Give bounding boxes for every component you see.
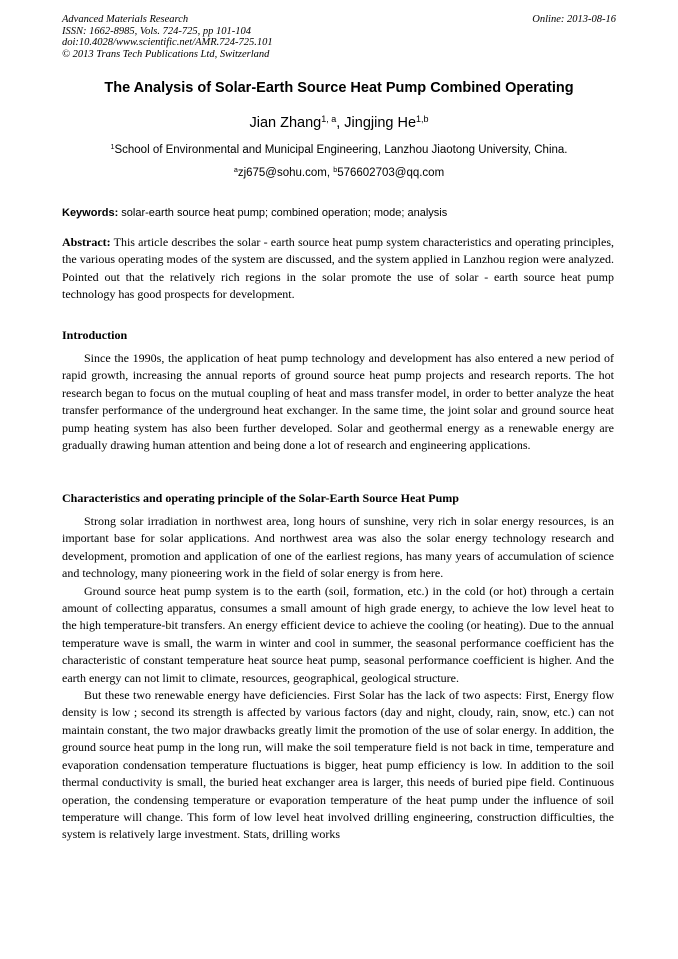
characteristics-paragraph-1: Strong solar irradiation in northwest area, long hours of sunshine, very rich in solar energy resources, is an important base for solar applications. And northwest area was also the solar energy technology research and development, promotion and application of one of the earliest regions, has many years of accumulation of science and technology, many pioneering work in the field of solar energy is from here. (62, 514, 614, 581)
introduction-paragraph-1: Since the 1990s, the application of heat pump technology and development has also entered a new period of rapid growth, increasing the annual reports of ground source heat pump projects and research reports. The hot research began to focus on the mutual coupling of heat and mass transfer model, in order to better analyze the heat transfer performance of the underground heat exchanger. In the same time, the joint solar and ground source heat pump heating system has also been further developed. Solar and geothermal energy as a renewable energy are gradually drawing human attention and being done a lot of research and engineering applications. (62, 351, 614, 453)
abstract-text: This article describes the solar - earth source heat pump system characteristics and operating principles, the various operating modes of the system are discussed, and the system applied in Lanzhou region were analyzed. Pointed out that the relatively rich regions in the solar promote the use of solar - earth source heat pump technology has good prospects for development. (62, 235, 614, 302)
characteristics-heading (62, 490, 614, 507)
characteristics-body (62, 513, 614, 844)
email-line (40, 167, 638, 179)
author-separator: , (336, 115, 345, 131)
email-1-mark: a (233, 166, 238, 175)
characteristics-paragraph-3: But these two renewable energy have deficiencies. First Solar has the lack of two aspects: First, Energy flow density is low ; second its strength is affected by various factors (day and night, cloudy, rain, snow, etc.) can not maintain constant, the two major drawbacks greatly limit the promotion of the use of solar energy. In addition, the ground source heat pump in the long run, will make the soil temperature field is not back in time, temperature and evaporation condensation temperature fluctuations is bigger, heat pump efficiency is low. In addition to the soil thermal conductivity is small, the buried heat exchanger area is larger, this needs of buried pipe field. Continuous operation, the condensing temperature or evaporation temperature of the heat pump under the influence of soil temperature will change. This form of low level heat involved drilling engineering, construction difficulties, the system is relatively large investment. Stats, drilling works (62, 688, 614, 842)
affiliation-mark: 1 (110, 143, 115, 152)
journal-header (62, 14, 616, 60)
keywords-text: solar-earth source heat pump; combined operation; mode; analysis (118, 207, 448, 219)
introduction-body (62, 350, 614, 454)
email-separator: , (326, 167, 334, 179)
keywords-label: Keywords: (62, 207, 119, 219)
email-1: zj675@sohu.com (237, 167, 327, 179)
abstract (62, 234, 614, 304)
author-2: Jingjing He (344, 115, 417, 131)
email-2-mark: b (333, 166, 338, 175)
doi-line: doi:10.4028/www.scientific.net/AMR.724-725.101 (62, 37, 273, 48)
issn-line: ISSN: 1662-8985, Vols. 724-725, pp 101-104 (62, 25, 251, 37)
online-date: Online: 2013-08-16 (532, 14, 616, 25)
abstract-label: Abstract: (62, 235, 111, 249)
journal-name: Advanced Materials Research (62, 14, 189, 25)
affiliation-text: School of Environmental and Municipal Engineering, Lanzhou Jiaotong University, China. (114, 144, 568, 156)
section-heading-characteristics: Characteristics and operating principle of the Solar-Earth Source Heat Pump (62, 491, 459, 505)
affiliation (40, 144, 638, 156)
email-2: 576602703@qq.com (337, 167, 445, 179)
characteristics-paragraph-2: Ground source heat pump system is to the earth (soil, formation, etc.) in the cold (or hot) through a certain amount of collecting apparatus, consumes a small amount of high grade energy, to achieve the low level heat to the high temperature-bit transfers. An energy efficient device to achieve the cooling (or heating). Due to the annual temperature wave is small, the warm in winter and cool in summer, the seasonal performance coefficient has the characteristic of constant temperature heat source heat pump, seasonal performance coefficient is higher. And the earth energy can not limit to climate, resources, geographical, geological structure. (62, 583, 614, 685)
introduction-heading (62, 327, 614, 344)
copyright-line: © 2013 Trans Tech Publications Ltd, Switzerland (62, 48, 270, 60)
author-line (40, 115, 638, 131)
section-heading-introduction: Introduction (62, 328, 128, 342)
author-1: Jian Zhang (249, 115, 322, 131)
author-2-affil-mark: 1,b (416, 114, 429, 125)
author-1-affil-mark: 1, a (321, 114, 337, 125)
paper-title: The Analysis of Solar-Earth Source Heat Pump Combined Operating (104, 80, 574, 96)
keywords (62, 207, 616, 219)
